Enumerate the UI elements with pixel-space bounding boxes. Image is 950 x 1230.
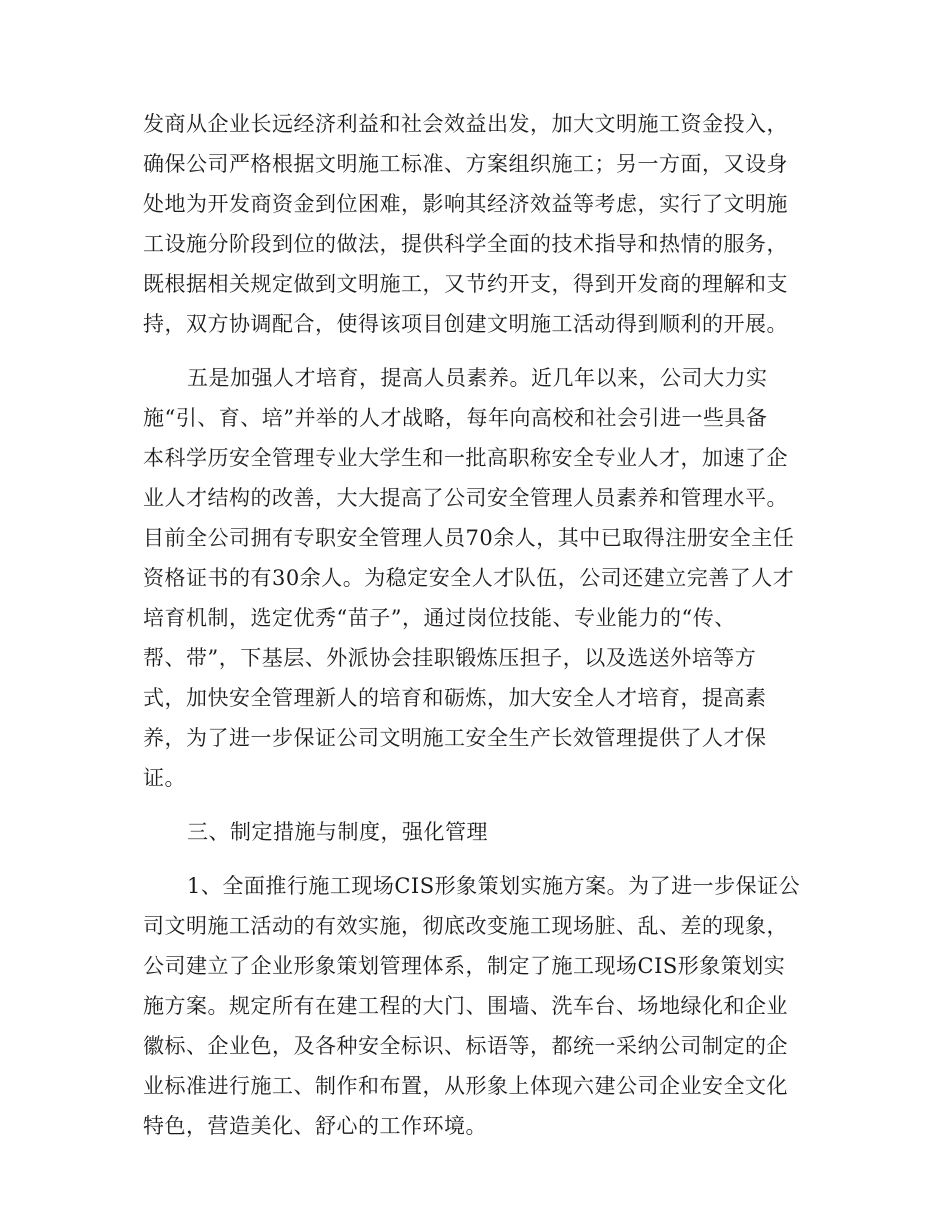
text-line: 培育机制，选定优秀“苗子”，通过岗位技能、专业能力的“传、: [143, 606, 736, 630]
section-heading: [143, 812, 813, 852]
text-line: 徽标、企业色，及各种安全标识、标语等，都统一采纳公司制定的企: [143, 1034, 788, 1058]
text-line: 养，为了进一步保证公司文明施工安全生产长效管理提供了人才保: [143, 726, 767, 750]
text-line: 特色，营造美化、舒心的工作环境。: [143, 1114, 487, 1138]
text-line: 处地为开发商资金到位困难，影响其经济效益等考虑，实行了文明施: [143, 192, 788, 216]
text-line: 发商从企业长远经济利益和社会效益出发，加大文明施工资金投入，: [143, 112, 788, 136]
text-line: 业人才结构的改善，大大提高了公司安全管理人员素养和管理水平。: [143, 486, 788, 510]
text-line: 工设施分阶段到位的做法，提供科学全面的技术指导和热情的服务，: [143, 232, 788, 256]
text-line: 目前全公司拥有专职安全管理人员70余人，其中已取得注册安全主任: [143, 526, 795, 550]
text-line: 证。: [143, 766, 186, 790]
text-line: 帮、带”，下基层、外派协会挂职锻炼压担子，以及选送外培等方: [143, 646, 757, 670]
text-line: 确保公司严格根据文明施工标准、方案组织施工；另一方面，又设身: [143, 152, 788, 176]
text-line: 五是加强人才培育，提高人员素养。近几年以来，公司大力实: [187, 366, 768, 390]
text-line: 既根据相关规定做到文明施工，又节约开支，得到开发商的理解和支: [143, 272, 788, 296]
text-line: 持，双方协调配合，使得该项目创建文明施工活动得到顺利的开展。: [143, 312, 788, 336]
text-line: 本科学历安全管理专业大学生和一批高职称安全专业人才，加速了企: [143, 446, 788, 470]
text-line: 1、全面推行施工现场CIS形象策划实施方案。为了进一步保证公: [187, 874, 801, 898]
document-body: [143, 104, 813, 1160]
text-line: 业标准进行施工、制作和布置，从形象上体现六建公司企业安全文化: [143, 1074, 788, 1098]
paragraph-talent-cultivation: [143, 358, 813, 798]
text-line: 施“引、育、培”并举的人才战略，每年向高校和社会引进一些具备: [143, 406, 768, 430]
paragraph-cis-plan: [143, 866, 813, 1146]
paragraph-civilized-construction: [143, 104, 813, 344]
text-line: 司文明施工活动的有效实施，彻底改变施工现场脏、乱、差的现象，: [143, 914, 788, 938]
text-line: 式，加快安全管理新人的培育和砺炼，加大安全人才培育，提高素: [143, 686, 767, 710]
text-line: 公司建立了企业形象策划管理体系，制定了施工现场CIS形象策划实: [143, 954, 786, 978]
section-heading-text: 三、制定措施与制度，强化管理: [187, 820, 488, 844]
text-line: 资格证书的有30余人。为稳定安全人才队伍，公司还建立完善了人才: [143, 566, 795, 590]
text-line: 施方案。规定所有在建工程的大门、围墙、洗车台、场地绿化和企业: [143, 994, 788, 1018]
